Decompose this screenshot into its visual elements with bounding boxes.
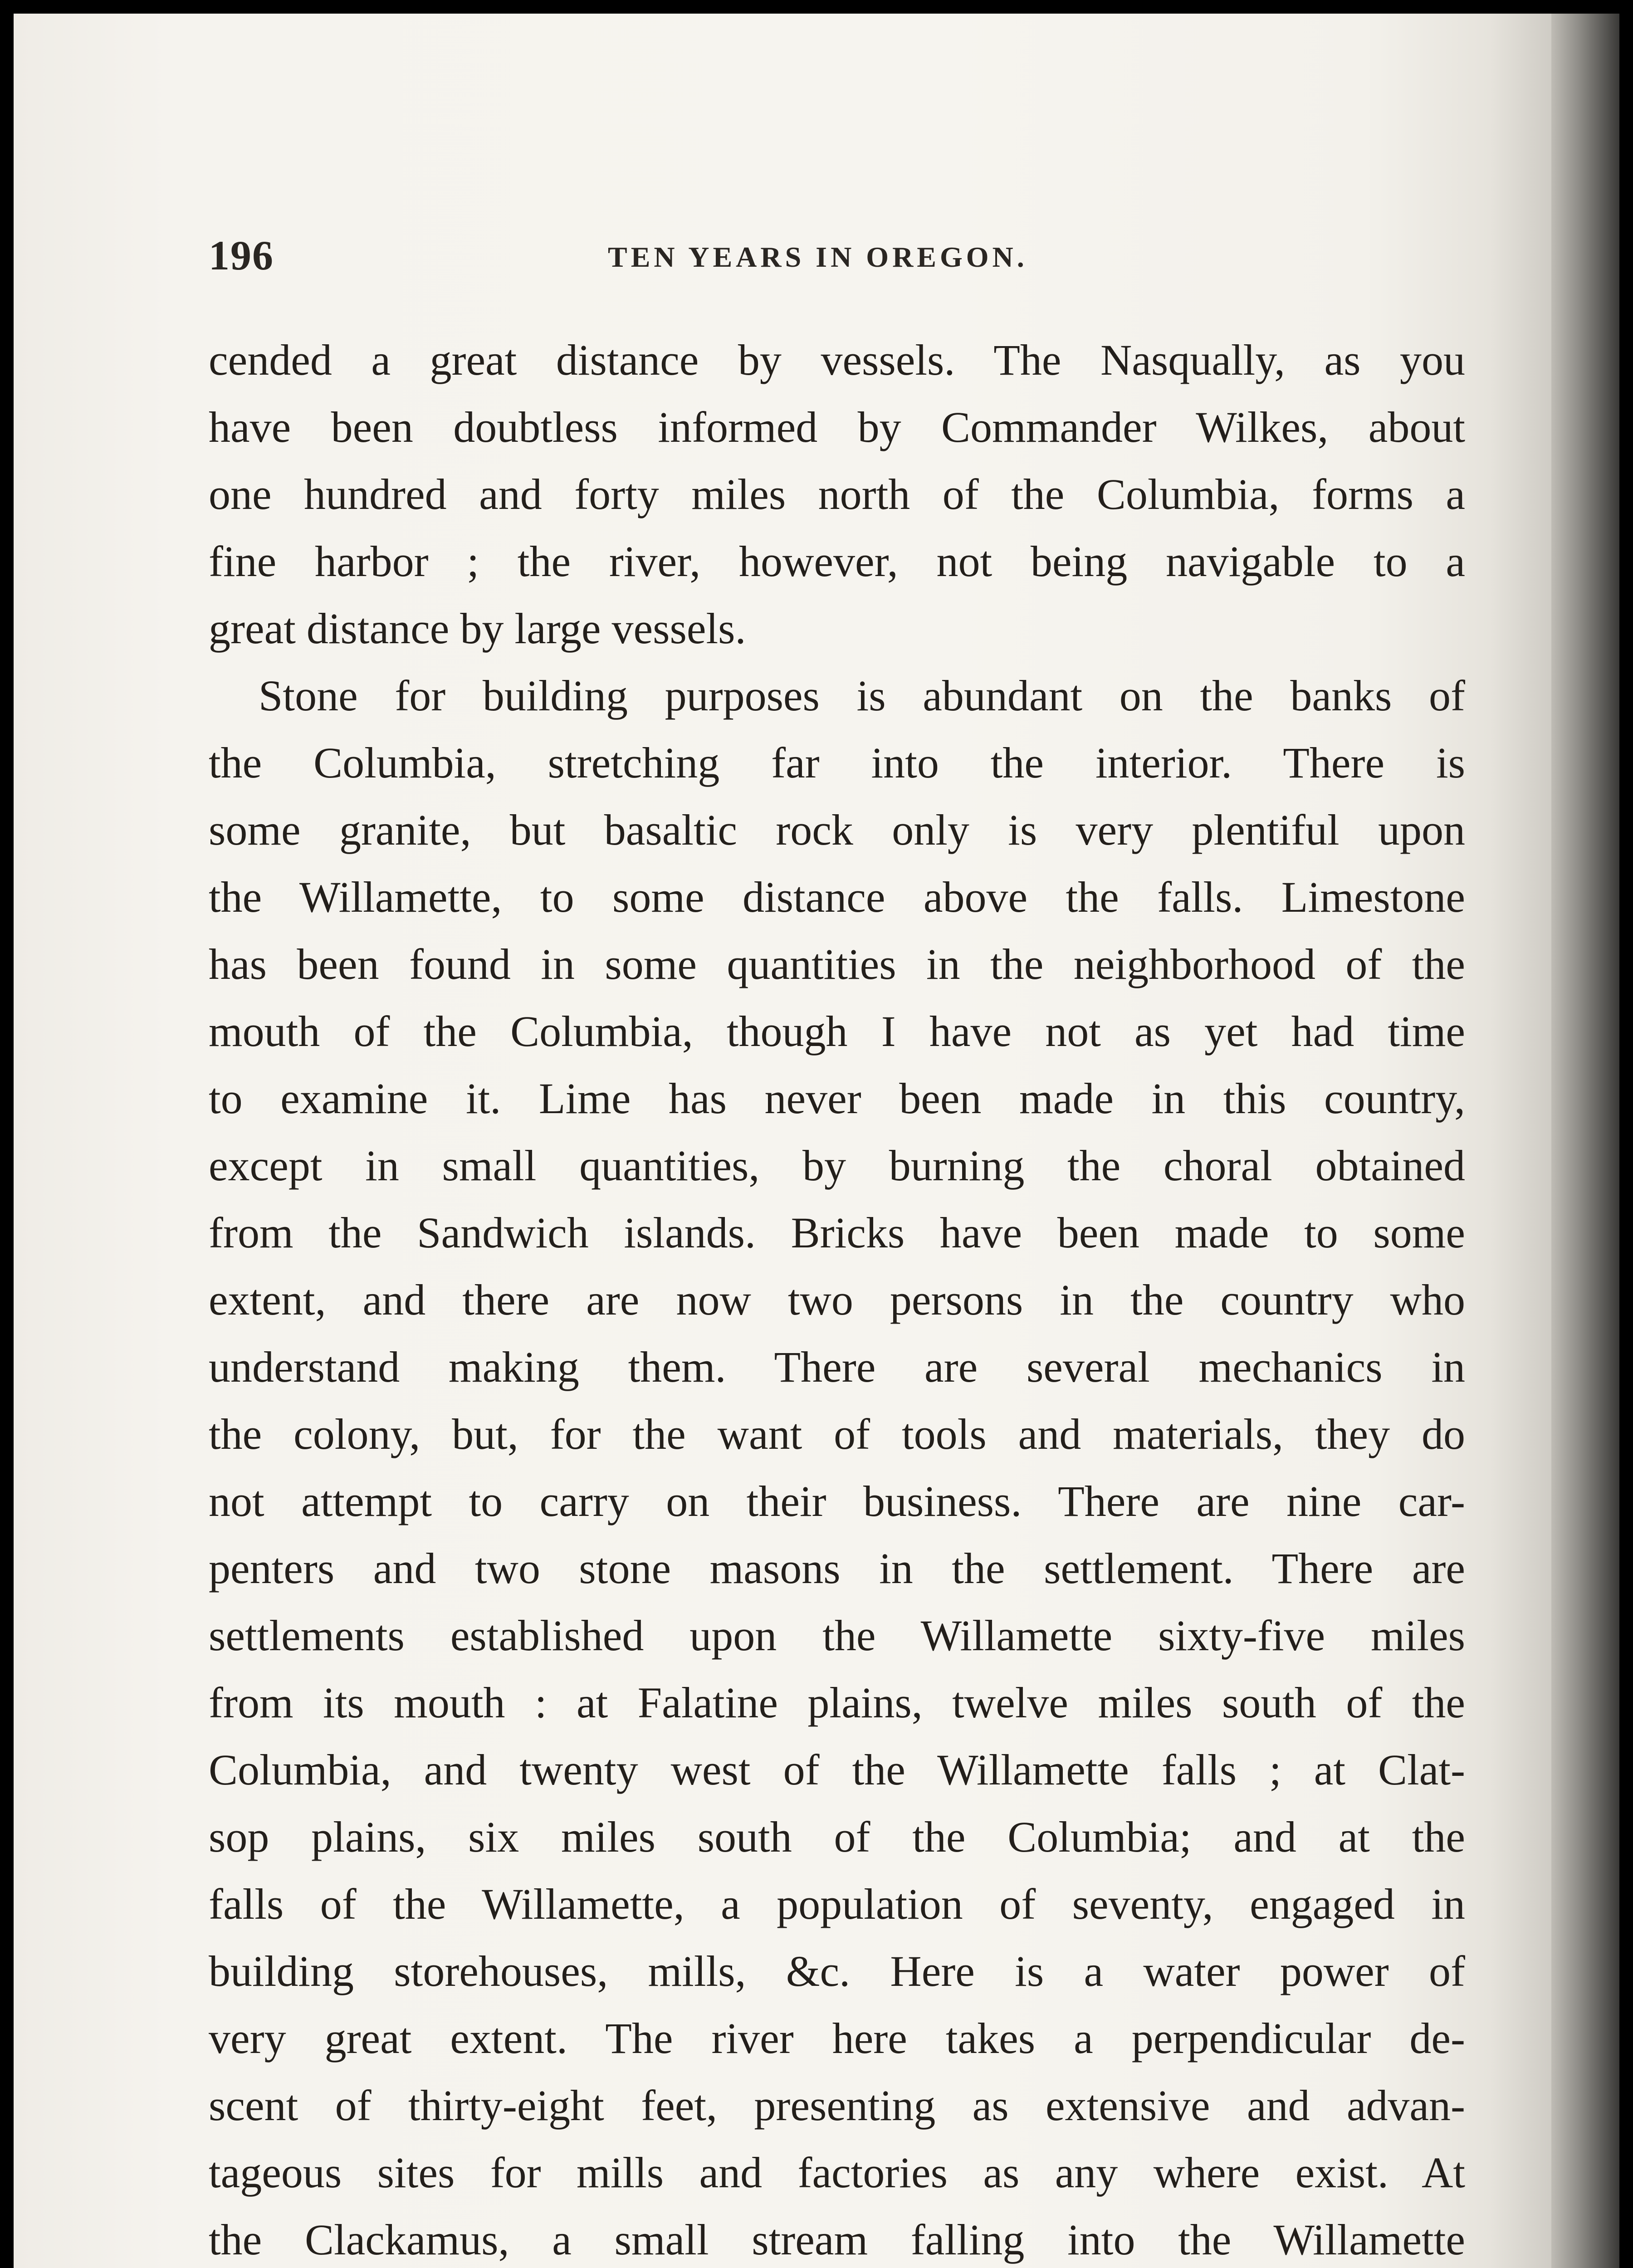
text-line: settlements established upon the Willamette sixty-five miles [209, 1611, 1465, 1660]
running-head: TEN YEARS IN OREGON. [608, 241, 1028, 273]
text-line: the colony, but, for the want of tools and materials, they do [209, 1410, 1465, 1458]
text-line: Stone for building purposes is abundant on the banks of [259, 671, 1465, 720]
text-line: scent of thirty-eight feet, presenting as extensive and advan- [209, 2081, 1465, 2130]
text-line: one hundred and forty miles north of the Columbia, forms a [209, 470, 1465, 518]
body-text [209, 327, 1465, 2268]
text-line: has been found in some quantities in the neighborhood of the [209, 940, 1465, 988]
text-line: building storehouses, mills, &c. Here is a water power of [209, 1947, 1465, 1995]
page-edge-shadow [1551, 14, 1619, 2268]
text-line: the Columbia, stretching far into the interior. There is [209, 738, 1465, 787]
text-line: not attempt to carry on their business. There are nine car- [209, 1477, 1465, 1525]
text-line: to examine it. Lime has never been made in this country, [209, 1074, 1465, 1123]
text-line: tageous sites for mills and factories as any where exist. At [209, 2148, 1465, 2197]
text-line: from the Sandwich islands. Bricks have been made to some [209, 1208, 1465, 1257]
text-line: except in small quantities, by burning the choral obtained [209, 1141, 1465, 1190]
text-line: very great extent. The river here takes a perpendicular de- [209, 2014, 1465, 2063]
text-line: cended a great distance by vessels. The Nasqually, as you [209, 336, 1465, 384]
text-line: penters and two stone masons in the settlement. There are [209, 1544, 1465, 1593]
text-line: great distance by large vessels. [209, 604, 746, 653]
text-line: the Clackamus, a small stream falling into the Willamette [209, 2215, 1465, 2264]
text-line: Columbia, and twenty west of the Willamette falls ; at Clat- [209, 1745, 1465, 1794]
text-line: some granite, but basaltic rock only is very plentiful upon [209, 806, 1465, 854]
text-line: have been doubtless informed by Commander Wilkes, about [209, 403, 1465, 451]
page-number: 196 [209, 232, 274, 279]
text-line: falls of the Willamette, a population of seventy, engaged in [209, 1880, 1465, 1928]
book-page [14, 14, 1551, 2268]
text-line: sop plains, six miles south of the Columbia; and at the [209, 1813, 1465, 1861]
text-line: from its mouth : at Falatine plains, twelve miles south of the [209, 1678, 1465, 1727]
text-line: the Willamette, to some distance above the falls. Limestone [209, 873, 1465, 921]
text-line: mouth of the Columbia, though I have not as yet had time [209, 1007, 1465, 1056]
page-header [209, 231, 1479, 295]
text-line: understand making them. There are several mechanics in [209, 1343, 1465, 1391]
text-line: extent, and there are now two persons in the country who [209, 1276, 1465, 1324]
text-line: fine harbor ; the river, however, not being navigable to a [209, 537, 1465, 586]
